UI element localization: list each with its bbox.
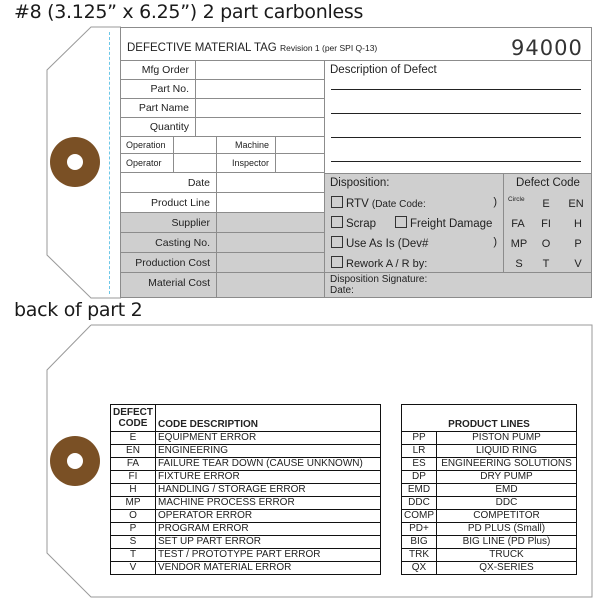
defect-code-cell: FA (111, 458, 156, 471)
disposition-box (324, 173, 504, 273)
part-no-field[interactable] (195, 79, 325, 99)
table-row (111, 471, 381, 484)
product-line-name-cell: LIQUID RING (437, 445, 577, 458)
freight-damage-checkbox[interactable] (395, 216, 407, 228)
table-row (402, 458, 577, 471)
product-line-code-cell: BIG (402, 536, 437, 549)
table-row (402, 432, 577, 445)
product-lines-header: PRODUCT LINES (402, 405, 577, 432)
circle-hint: Circle (508, 196, 525, 203)
defect-code-e[interactable]: E (542, 198, 550, 210)
signature-date-label: Date: (330, 285, 354, 296)
front-tag (120, 27, 592, 298)
description-line (331, 161, 581, 162)
table-row (111, 523, 381, 536)
description-line (331, 89, 581, 90)
defect-code-h[interactable]: H (574, 218, 582, 230)
operation-label: Operation (120, 136, 174, 154)
use-as-is-checkbox[interactable] (331, 236, 343, 248)
table-row (402, 471, 577, 484)
product-line-name-cell: PISTON PUMP (437, 432, 577, 445)
description-line (331, 137, 581, 138)
table-row (111, 549, 381, 562)
defect-code-box (503, 173, 592, 273)
defect-code-cell: T (111, 549, 156, 562)
table-row (402, 510, 577, 523)
product-line-code-cell: ES (402, 458, 437, 471)
production-cost-field[interactable] (216, 252, 325, 273)
operation-field[interactable] (173, 136, 217, 154)
product-line-name-cell: TRUCK (437, 549, 577, 562)
mfg-order-field[interactable] (195, 60, 325, 80)
rtv-checkbox[interactable] (331, 196, 343, 208)
machine-label: Machine (216, 136, 276, 154)
defect-code-cell: E (111, 432, 156, 445)
rtv-option[interactable] (331, 196, 499, 210)
date-label: Date (120, 172, 217, 193)
product-line-code-cell: COMP (402, 510, 437, 523)
description-line (331, 113, 581, 114)
date-field[interactable] (216, 172, 325, 193)
table-row (111, 536, 381, 549)
front-caption: #8 (3.125” x 6.25”) 2 part carbonless (14, 1, 364, 23)
part-name-label: Part Name (120, 98, 196, 118)
quantity-label: Quantity (120, 117, 196, 137)
table-row (402, 562, 577, 575)
product-line-label: Product Line (120, 192, 217, 213)
back-caption: back of part 2 (14, 299, 143, 321)
use-as-is-close-paren: ) (493, 236, 497, 248)
table-row (111, 484, 381, 497)
signature-box[interactable] (324, 272, 592, 298)
part-no-label: Part No. (120, 79, 196, 99)
product-line-name-cell: EMD (437, 484, 577, 497)
defect-code-cell: O (111, 510, 156, 523)
signature-label: Disposition Signature: (330, 274, 428, 285)
serial-number: 94000 (511, 36, 583, 60)
defect-description-cell: TEST / PROTOTYPE PART ERROR (156, 549, 381, 562)
grommet-hole-icon (50, 436, 100, 486)
rework-checkbox[interactable] (331, 256, 343, 268)
material-cost-label: Material Cost (120, 272, 217, 298)
product-line-code-cell: DDC (402, 497, 437, 510)
defect-code-cell: V (111, 562, 156, 575)
casting-no-label: Casting No. (120, 232, 217, 253)
scrap-checkbox[interactable] (331, 216, 343, 228)
defect-code-fa[interactable]: FA (511, 218, 525, 230)
product-line-name-cell: BIG LINE (PD Plus) (437, 536, 577, 549)
rtv-close-paren: ) (493, 196, 497, 208)
casting-no-field[interactable] (216, 232, 325, 253)
quantity-field[interactable] (195, 117, 325, 137)
defect-code-header-line2: CODE (118, 418, 148, 429)
inspector-field[interactable] (275, 153, 325, 173)
defect-description-cell: PROGRAM ERROR (156, 523, 381, 536)
table-row (111, 458, 381, 471)
defect-description-cell: FIXTURE ERROR (156, 471, 381, 484)
defect-code-header-line1: DEFECT (113, 407, 153, 418)
defect-description-cell: HANDLING / STORAGE ERROR (156, 484, 381, 497)
defect-description-cell: MACHINE PROCESS ERROR (156, 497, 381, 510)
defect-code-o[interactable]: O (541, 238, 551, 250)
production-cost-label: Production Cost (120, 252, 217, 273)
table-row (402, 523, 577, 536)
machine-field[interactable] (275, 136, 325, 154)
scrap-option[interactable] (331, 216, 376, 230)
scrap-text: Scrap (346, 218, 377, 230)
part-name-field[interactable] (195, 98, 325, 118)
defect-code-table (110, 404, 381, 575)
use-as-is-option[interactable] (331, 236, 499, 250)
defect-description-cell: ENGINEERING (156, 445, 381, 458)
defect-description-cell: EQUIPMENT ERROR (156, 432, 381, 445)
product-line-code-cell: LR (402, 445, 437, 458)
table-row (402, 484, 577, 497)
code-description-header: CODE DESCRIPTION (156, 405, 381, 432)
inspector-label: Inspector (216, 153, 276, 173)
product-line-name-cell: COMPETITOR (437, 510, 577, 523)
table-row (402, 497, 577, 510)
table-row (111, 562, 381, 575)
defect-code-cell: EN (111, 445, 156, 458)
product-line-code-cell: EMD (402, 484, 437, 497)
defect-code-s[interactable]: S (515, 258, 523, 270)
supplier-label: Supplier (120, 212, 217, 233)
freight-damage-text: Freight Damage (410, 218, 493, 230)
defect-code-cell: FI (111, 471, 156, 484)
material-cost-field[interactable] (216, 272, 325, 298)
freight-damage-option[interactable] (395, 216, 492, 230)
defect-code-header (111, 405, 156, 432)
product-line-name-cell: ENGINEERING SOLUTIONS (437, 458, 577, 471)
rework-text: Rework A / R by: (346, 258, 428, 270)
product-lines-rows (402, 432, 577, 575)
defect-description-cell: FAILURE TEAR DOWN (CAUSE UNKNOWN) (156, 458, 381, 471)
defect-code-label: Defect Code (516, 177, 580, 189)
tag-revision: Revision 1 (per SPI Q-13) (279, 43, 378, 53)
disposition-label: Disposition: (330, 177, 390, 189)
mfg-order-label: Mfg Order (120, 60, 196, 80)
defect-description-cell: OPERATOR ERROR (156, 510, 381, 523)
table-row (402, 549, 577, 562)
operator-field[interactable] (173, 153, 217, 173)
operator-label: Operator (120, 153, 174, 173)
product-line-name-cell: PD PLUS (Small) (437, 523, 577, 536)
defect-code-fi[interactable]: FI (541, 218, 551, 230)
grommet-hole-icon (50, 137, 100, 187)
product-line-code-cell: QX (402, 562, 437, 575)
rtv-text: RTV (346, 198, 369, 210)
product-line-code-cell: DP (402, 471, 437, 484)
product-line-code-cell: PD+ (402, 523, 437, 536)
table-row (402, 445, 577, 458)
defect-code-cell: H (111, 484, 156, 497)
tag-title-text: DEFECTIVE MATERIAL TAG (127, 42, 277, 54)
defect-description-cell: VENDOR MATERIAL ERROR (156, 562, 381, 575)
defect-code-rows (111, 432, 381, 575)
supplier-field[interactable] (216, 212, 325, 233)
defect-code-cell: S (111, 536, 156, 549)
perforation-line (109, 32, 110, 294)
table-row (402, 536, 577, 549)
table-row (111, 432, 381, 445)
tag-title (127, 42, 377, 54)
defect-description-cell: SET UP PART ERROR (156, 536, 381, 549)
product-line-name-cell: DRY PUMP (437, 471, 577, 484)
defect-code-en[interactable]: EN (568, 198, 584, 210)
defect-code-v[interactable]: V (574, 258, 582, 270)
table-row (111, 510, 381, 523)
defect-code-mp[interactable]: MP (510, 238, 528, 250)
product-lines-table (401, 404, 577, 575)
rework-option[interactable] (331, 256, 427, 270)
product-line-field[interactable] (216, 192, 325, 213)
defect-code-cell: P (111, 523, 156, 536)
defect-code-t[interactable]: T (542, 258, 550, 270)
rtv-date-code-text: (Date Code: (371, 199, 426, 210)
product-line-name-cell: QX-SERIES (437, 562, 577, 575)
defect-code-cell: MP (111, 497, 156, 510)
table-row (111, 445, 381, 458)
product-line-name-cell: DDC (437, 497, 577, 510)
description-box[interactable] (324, 60, 592, 174)
defect-code-p[interactable]: P (574, 238, 582, 250)
table-row (111, 497, 381, 510)
product-line-code-cell: TRK (402, 549, 437, 562)
use-as-is-text: Use As Is (Dev# (346, 238, 429, 250)
description-label: Description of Defect (330, 64, 437, 76)
product-line-code-cell: PP (402, 432, 437, 445)
